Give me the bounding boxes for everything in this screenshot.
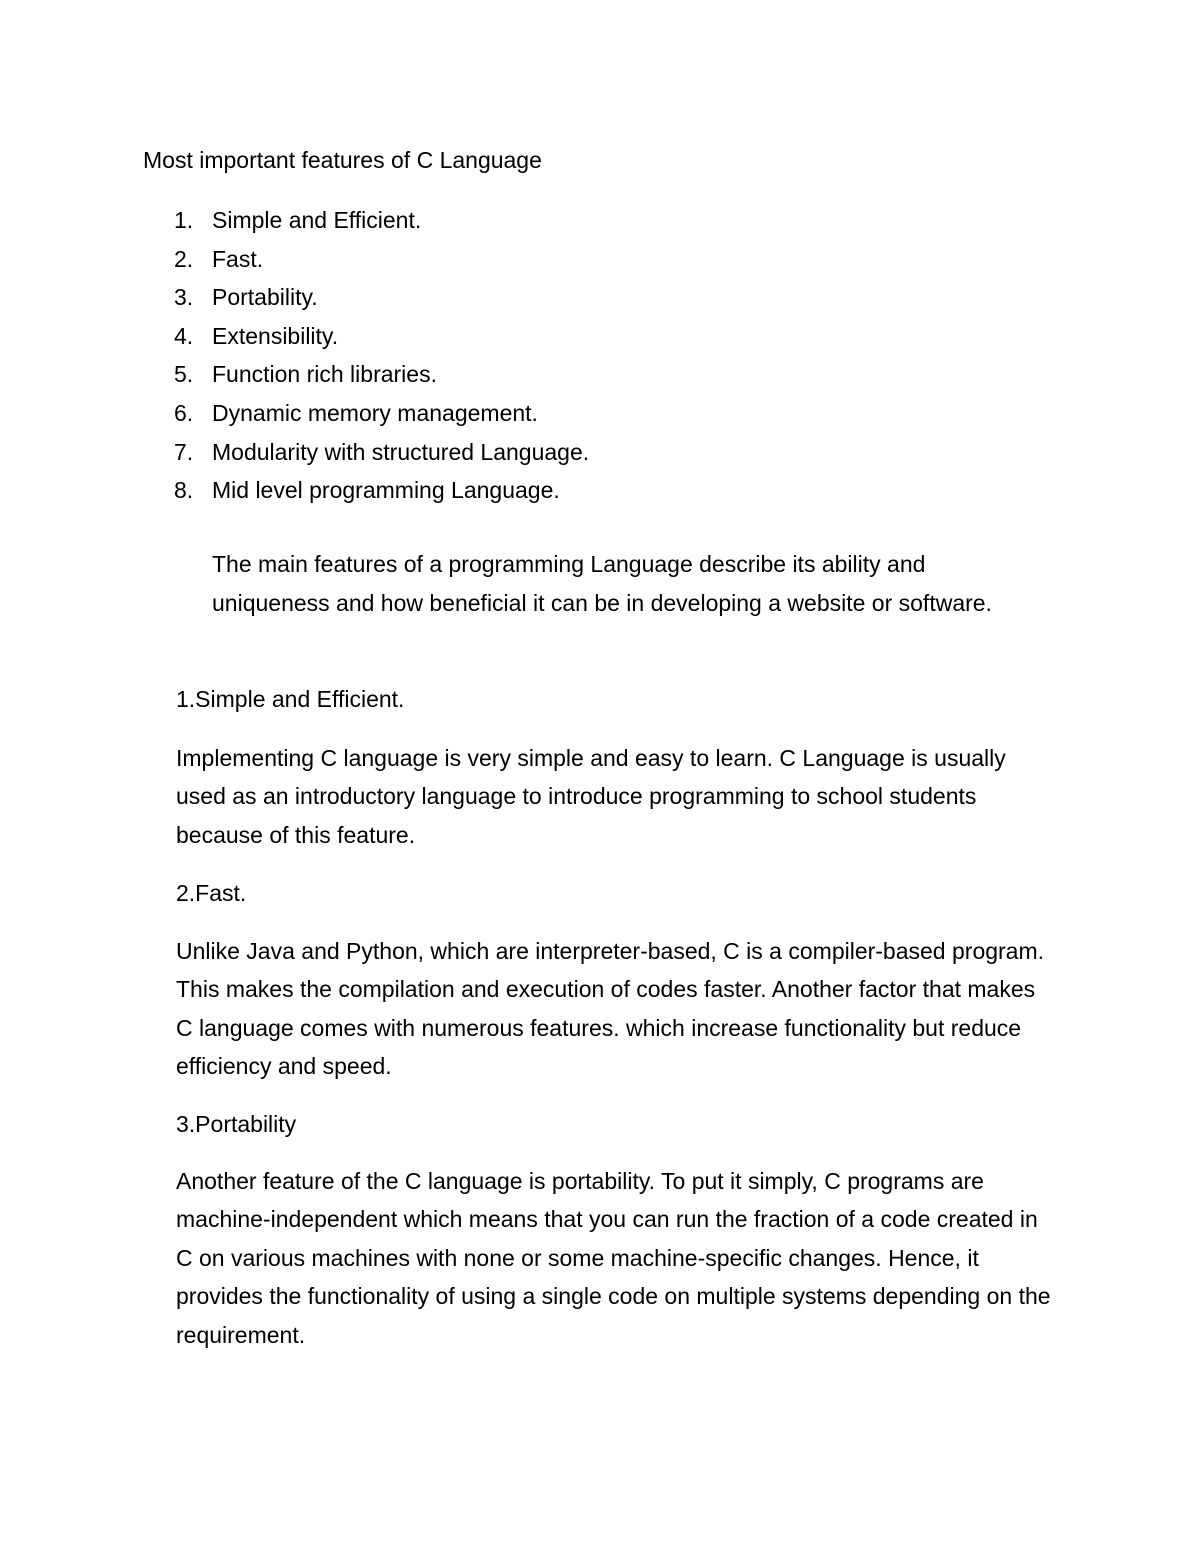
list-item-number: 6. [174, 399, 194, 426]
section-body-portability: Another feature of the C language is portability. To put it simply, C programs are machine-independent which means that you can run the fraction of a code created in C on various machines with none or some machine-specific changes. Hence, it provides the functionality of using a single code on multiple systems depending on the requirement. [176, 1168, 1051, 1348]
list-item [174, 433, 589, 472]
list-item [174, 278, 589, 317]
section-heading-simple-efficient: 1.Simple and Efficient. [176, 686, 405, 712]
list-item-label: Function rich libraries. [212, 361, 437, 388]
list-item-number: 4. [174, 322, 194, 349]
list-item-number: 8. [174, 477, 194, 504]
list-item-label: Simple and Efficient. [212, 207, 422, 233]
list-item-label: Modularity with structured Language. [212, 438, 590, 465]
list-item [174, 471, 589, 510]
list-item-number: 7. [174, 438, 194, 465]
list-item-label: Dynamic memory management. [212, 399, 538, 426]
list-item [174, 394, 589, 433]
list-item-label: Mid level programming Language. [212, 477, 560, 504]
section-heading-fast: 2.Fast. [176, 880, 247, 906]
list-item [174, 201, 589, 240]
list-item-number: 5. [174, 361, 194, 388]
intro-paragraph: The main features of a programming Language describe its ability and uniqueness and how beneficial it can be in developing a website or software. [212, 551, 992, 616]
document-title: Most important features of C Language [143, 147, 542, 173]
list-item-label: Fast. [212, 245, 264, 272]
list-item-label: Extensibility. [212, 322, 339, 349]
section-body-simple-efficient: Implementing C language is very simple and easy to learn. C Language is usually used as an introductory language to introduce programming to school students because of this feature. [176, 745, 1006, 848]
list-item [174, 317, 589, 356]
list-item [174, 240, 589, 279]
list-item-number: 3. [174, 284, 194, 311]
list-item-number: 2. [174, 245, 194, 272]
list-item-label: Portability. [212, 284, 318, 311]
section-body-fast: Unlike Java and Python, which are interpreter-based, C is a compiler-based program. This makes the compilation and execution of codes faster. Another factor that makes C language comes with numerous features. which increase functionality but reduce efficiency and speed. [176, 938, 1045, 1080]
list-item [174, 355, 589, 394]
section-heading-portability: 3.Portability [176, 1111, 297, 1137]
feature-list [174, 201, 589, 510]
list-item-number: 1. [174, 207, 194, 233]
